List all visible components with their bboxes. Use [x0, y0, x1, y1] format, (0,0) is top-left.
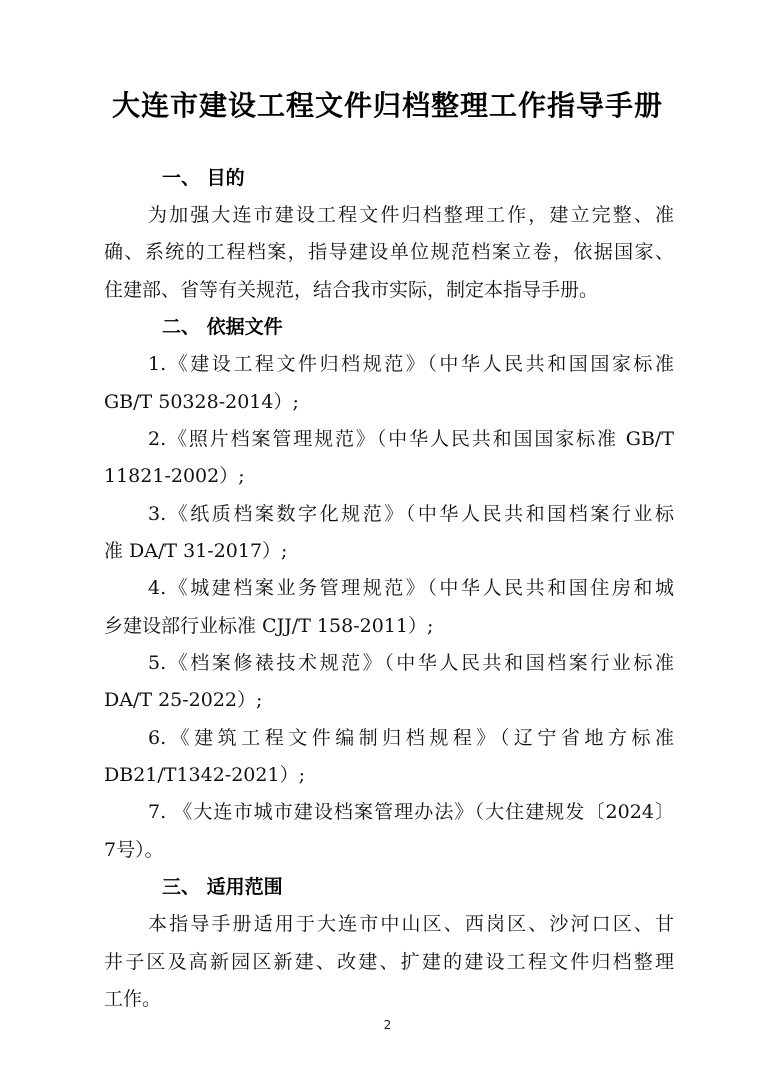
- paragraph-line: 确、系统的工程档案，指导建设单位规范档案立卷，依据国家、: [104, 241, 674, 263]
- reference-item-1-cont: GB/T 50328-2014）;: [104, 391, 299, 413]
- paragraph-line: 本指导手册适用于大连市中山区、西岗区、沙河口区、甘: [148, 913, 674, 935]
- reference-item-6-cont: DB21/T1342-2021）;: [104, 764, 305, 786]
- reference-item-2: 2.《照片档案管理规范》（中华人民共和国国家标准 GB/T: [148, 428, 674, 450]
- reference-item-2-cont: 11821-2002）;: [104, 465, 245, 487]
- section-heading-purpose: 一、 目的: [162, 167, 245, 189]
- paragraph-line: 工作。: [104, 988, 162, 1010]
- section-heading-basis: 二、 依据文件: [162, 316, 283, 338]
- reference-item-6: 6.《建筑工程文件编制归档规程》（辽宁省地方标准: [148, 727, 674, 749]
- reference-item-4: 4.《城建档案业务管理规范》（中华人民共和国住房和城: [148, 577, 674, 599]
- reference-item-7-cont: 7号）。: [104, 839, 164, 861]
- section-heading-scope: 三、 适用范围: [162, 876, 283, 898]
- paragraph-line: 住建部、省等有关规范，结合我市实际，制定本指导手册。: [104, 279, 599, 301]
- reference-item-4-cont: 乡建设部行业标准 CJJ/T 158-2011）;: [104, 615, 434, 637]
- reference-item-1: 1.《建设工程文件归档规范》（中华人民共和国国家标准: [148, 353, 674, 375]
- paragraph-line: 井子区及高新园区新建、改建、扩建的建设工程文件归档整理: [104, 951, 674, 973]
- reference-item-7: 7. 《大连市城市建设档案管理办法》（大住建规发〔2024〕: [148, 801, 674, 823]
- reference-item-3: 3.《纸质档案数字化规范》（中华人民共和国档案行业标: [148, 503, 674, 525]
- reference-item-5: 5.《档案修裱技术规范》（中华人民共和国档案行业标准: [148, 652, 674, 674]
- reference-item-3-cont: 准 DA/T 31-2017）;: [104, 540, 288, 562]
- document-title: 大连市建设工程文件归档整理工作指导手册: [111, 89, 663, 122]
- reference-item-5-cont: DA/T 25-2022）;: [104, 689, 263, 711]
- page-number: 2: [383, 1018, 392, 1032]
- paragraph-line: 为加强大连市建设工程文件归档整理工作，建立完整、准: [148, 204, 674, 226]
